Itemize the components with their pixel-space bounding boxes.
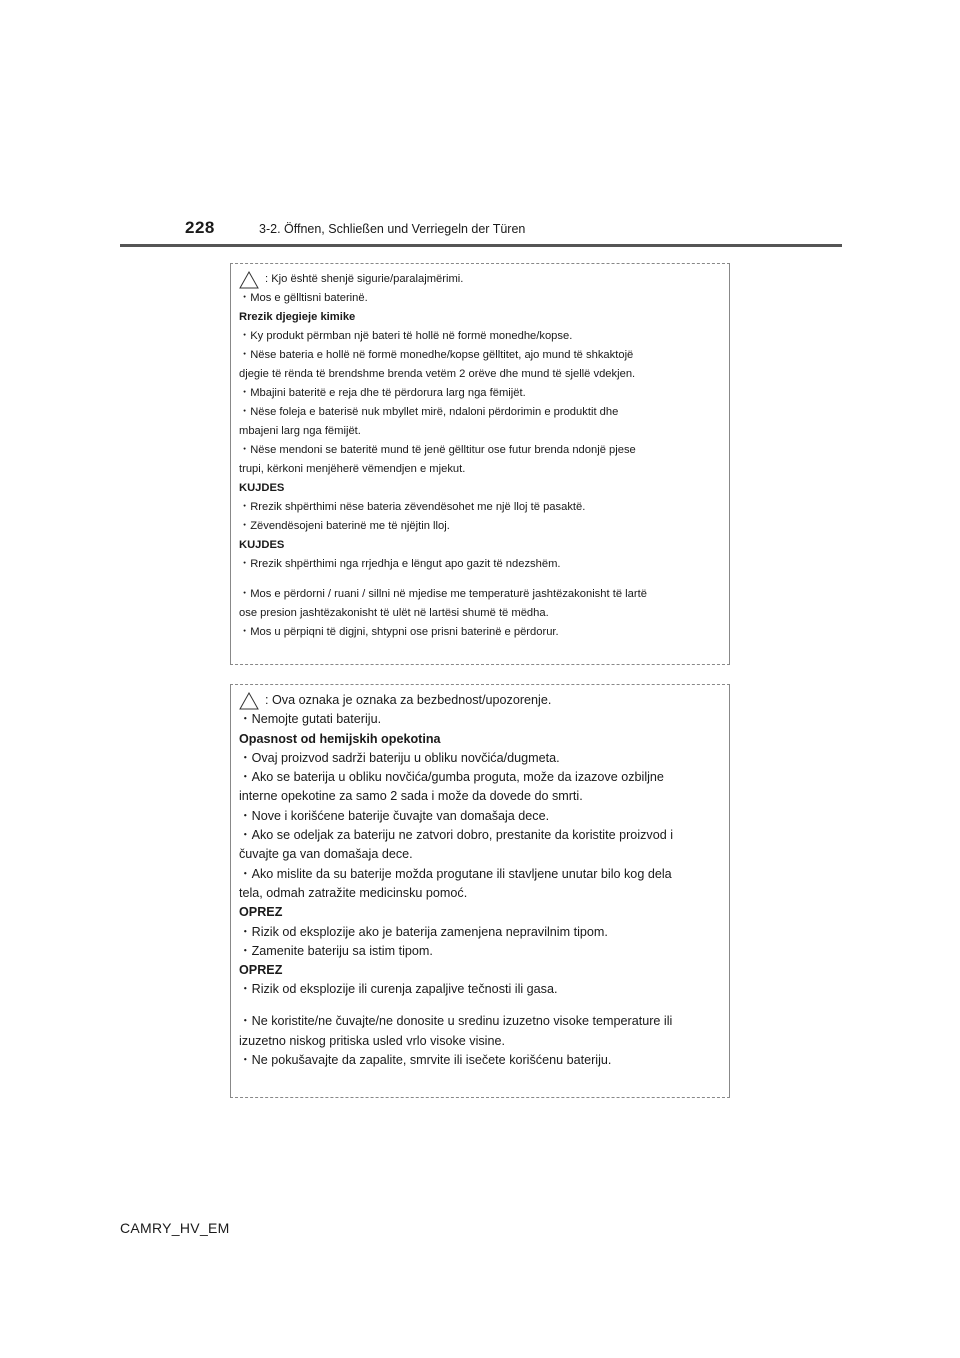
warning-line: ・Ne pokušavajte da zapalite, smrvite ili isečete korišćenu bateriju.: [239, 1052, 612, 1067]
warning-line: ・Ovaj proizvod sadrži bateriju u obliku novčića/dugmeta.: [239, 750, 560, 765]
section-title: 3-2. Öffnen, Schließen und Verriegeln der Türen: [259, 222, 526, 236]
spacer: [239, 1000, 721, 1013]
warning-line: ・Nëse mendoni se bateritë mund të jenë gëlltitur ose futur brenda ndonjë pjese: [239, 444, 636, 456]
warning-line: ・Ako mislite da su baterije možda progutane ili stavljene unutar bilo kog dela: [239, 866, 672, 881]
warning-line: čuvajte ga van domašaja dece.: [239, 847, 413, 862]
warning-line: ・Nove i korišćene baterije čuvajte van domašaja dece.: [239, 808, 550, 823]
warning-triangle-icon: [239, 692, 259, 710]
warning-line: ・Nemojte gutati bateriju.: [239, 712, 382, 727]
model-code: CAMRY_HV_EM: [120, 1220, 230, 1236]
warning-line: interne opekotine za samo 2 sada i može da dovede do smrti.: [239, 789, 583, 804]
warning-heading: : Ova oznaka je oznaka za bezbednost/upozorenje.: [265, 693, 552, 707]
caution-label: OPREZ: [239, 963, 283, 978]
caution-label: OPREZ: [239, 905, 283, 920]
warning-subheading: Rrezik djegieje kimike: [239, 311, 356, 323]
page-number: 228: [185, 218, 215, 237]
warning-box-albanian: [230, 263, 730, 665]
warning-line: ・Ne koristite/ne čuvajte/ne donosite u sredinu izuzetno visoke temperature ili: [239, 1014, 673, 1029]
warning-line: izuzetno niskog pritiska usled vrlo visoke visine.: [239, 1033, 505, 1048]
caution-label: KUJDES: [239, 482, 285, 494]
caution-label: KUJDES: [239, 539, 285, 551]
warning-heading: : Kjo është shenjë sigurie/paralajmërimi.: [265, 273, 464, 285]
warning-triangle-icon: [239, 271, 259, 289]
warning-heading-row: [239, 691, 721, 710]
warning-line: ・Mbajini bateritë e reja dhe të përdorura larg nga fëmijët.: [239, 387, 526, 399]
warning-line: mbajeni larg nga fëmijët.: [239, 425, 361, 437]
warning-line: ・Zamenite bateriju sa istim tipom.: [239, 943, 433, 958]
warning-line: ・Rrezik shpërthimi nëse bateria zëvendësohet me një lloj të pasaktë.: [239, 501, 586, 513]
warning-heading-row: [239, 270, 721, 289]
warning-box-serbian: [230, 684, 730, 1098]
warning-line: ・Mos e përdorni / ruani / sillni në mjedise me temperaturë jashtëzakonisht të lartë: [239, 588, 647, 601]
warning-subheading: Opasnost od hemijskih opekotina: [239, 731, 441, 746]
warning-line: ・Ako se baterija u obliku novčića/gumba proguta, može da izazove ozbiljne: [239, 770, 664, 785]
warning-line: ・Ako se odeljak za bateriju ne zatvori dobro, prestanite da koristite proizvod i: [239, 828, 674, 843]
warning-line: ・Rizik od eksplozije ili curenja zapaljive tečnosti ili gasa.: [239, 982, 558, 997]
warning-line: ・Mos u përpiqni të digjni, shtypni ose prisni baterinë e përdorur.: [239, 626, 559, 639]
header-divider: [120, 244, 842, 247]
warning-line: ・Zëvendësojeni baterinë me të njëjtin lloj.: [239, 520, 450, 532]
warning-line: tela, odmah zatražite medicinsku pomoć.: [239, 885, 468, 900]
spacer: [239, 574, 721, 585]
warning-line: trupi, kërkoni menjëherë vëmendjen e mjekut.: [239, 463, 466, 475]
warning-line: ・Rizik od eksplozije ako je baterija zamenjena nepravilnim tipom.: [239, 924, 608, 939]
warning-line: ・Mos e gëlltisni baterinë.: [239, 292, 368, 304]
warning-line: djegie të rënda të brendshme brenda vetëm 2 orëve dhe mund të sjellë vdekjen.: [239, 368, 636, 380]
warning-line: ・Nëse bateria e hollë në formë monedhe/kopse gëlltitet, ajo mund të shkaktojë: [239, 349, 634, 361]
warning-line: ・Rrezik shpërthimi nga rrjedhja e lëngut apo gazit të ndezshëm.: [239, 558, 561, 570]
warning-line: ose presion jashtëzakonisht të ulët në lartësi shumë të mëdha.: [239, 607, 549, 620]
warning-line: ・Ky produkt përmban një bateri të hollë në formë monedhe/kopse.: [239, 330, 573, 342]
warning-line: ・Nëse foleja e baterisë nuk mbyllet mirë, ndaloni përdorimin e produktit dhe: [239, 406, 619, 418]
